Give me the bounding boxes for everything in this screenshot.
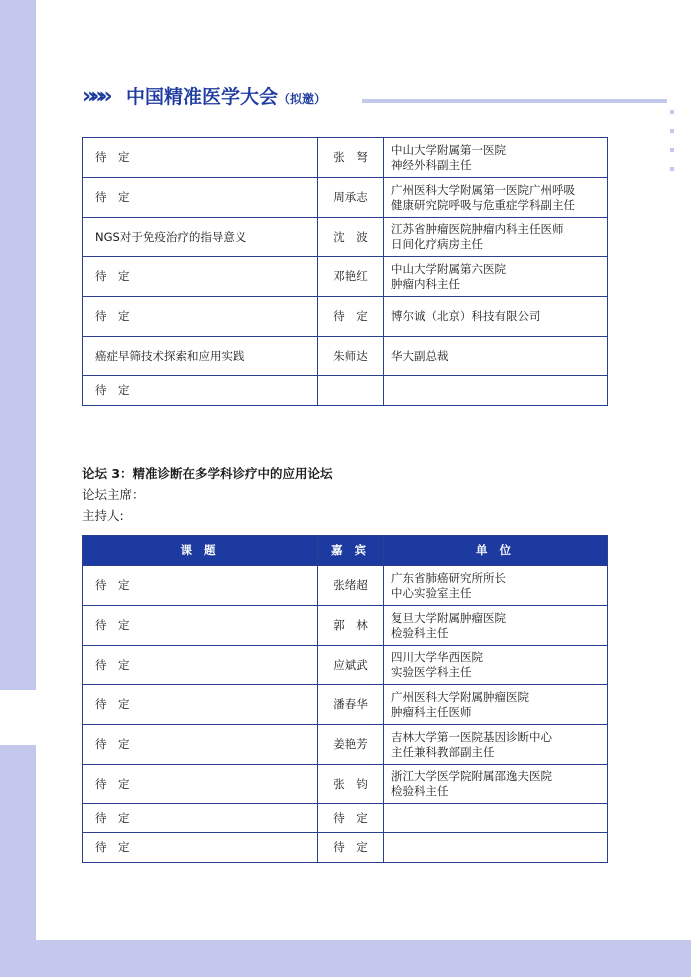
header-dots — [670, 99, 676, 175]
topic-cell: 待 定 — [83, 804, 318, 833]
guest-cell: 沈 波 — [318, 218, 384, 257]
chevron-right-icon: »»» — [82, 84, 107, 109]
unit-cell — [384, 566, 608, 606]
guest-cell: 应斌武 — [318, 646, 384, 685]
topic-cell: 待 定 — [83, 606, 318, 646]
guest-cell: 张 弩 — [318, 138, 384, 178]
left-decor-band-top — [0, 0, 36, 690]
unit-line-2: 肿瘤内科主任 — [391, 276, 460, 291]
unit-line-1: 华大副总裁 — [391, 348, 449, 363]
unit-cell — [384, 833, 608, 863]
unit-cell — [384, 685, 608, 725]
table-row — [83, 833, 608, 863]
table-row — [83, 218, 608, 257]
unit-line-1: 浙江大学医学院附属邵逸夫医院 — [391, 769, 552, 783]
unit-cell — [384, 606, 608, 646]
unit-line-1: 四川大学华西医院 — [391, 650, 483, 664]
guest-cell: 周承志 — [318, 178, 384, 218]
forum-chair-label: 论坛主席： — [82, 487, 145, 502]
unit-line-2: 检验科主任 — [391, 784, 449, 798]
header-rule — [362, 99, 667, 103]
schedule-table-2 — [82, 535, 608, 863]
topic-cell: 待 定 — [83, 138, 318, 178]
host-label: 主持人: — [82, 508, 124, 523]
unit-line-2: 健康研究院呼吸与危重症学科副主任 — [391, 197, 575, 212]
guest-cell — [318, 376, 384, 406]
unit-line-2: 中心实验室主任 — [391, 585, 472, 600]
topic-cell: 待 定 — [83, 833, 318, 863]
unit-line-2: 日间化疗病房主任 — [391, 237, 483, 251]
unit-line-2: 主任兼科教部副主任 — [391, 744, 495, 759]
header-topic: 课 题 — [83, 536, 318, 566]
guest-cell: 张绪超 — [318, 566, 384, 606]
table-row — [83, 138, 608, 178]
table-row — [83, 257, 608, 297]
unit-cell — [384, 257, 608, 297]
unit-cell — [384, 178, 608, 218]
table-row — [83, 725, 608, 765]
unit-cell — [384, 138, 608, 178]
table-row — [83, 685, 608, 725]
unit-line-1: 广州医科大学附属第一医院广州呼吸 — [391, 182, 575, 197]
title-main: 中国精准医学大会 — [126, 86, 279, 108]
unit-line-1: 广东省肺癌研究所所长 — [391, 570, 506, 585]
unit-cell — [384, 804, 608, 833]
unit-line-1: 复旦大学附属肿瘤医院 — [391, 610, 506, 625]
guest-cell: 待 定 — [318, 804, 384, 833]
topic-cell: 待 定 — [83, 566, 318, 606]
unit-cell — [384, 765, 608, 804]
unit-line-1: 中山大学附属第一医院 — [391, 142, 506, 157]
unit-line-1: 吉林大学第一医院基因诊断中心 — [391, 729, 552, 744]
topic-cell: 待 定 — [83, 376, 318, 406]
table-row — [83, 566, 608, 606]
topic-cell: 待 定 — [83, 685, 318, 725]
guest-cell: 郭 林 — [318, 606, 384, 646]
topic-cell: 待 定 — [83, 257, 318, 297]
topic-cell: 待 定 — [83, 178, 318, 218]
unit-line-1: 广州医科大学附属肿瘤医院 — [391, 689, 529, 704]
unit-line-2: 肿瘤科主任医师 — [391, 704, 472, 719]
guest-cell: 张 钧 — [318, 765, 384, 804]
topic-cell: 待 定 — [83, 297, 318, 337]
bottom-decor-band — [0, 940, 691, 977]
guest-cell: 姜艳芳 — [318, 725, 384, 765]
table-row — [83, 178, 608, 218]
guest-cell: 待 定 — [318, 833, 384, 863]
table-row — [83, 804, 608, 833]
unit-line-1: 博尔诚（北京）科技有限公司 — [391, 309, 541, 323]
table-row — [83, 337, 608, 376]
header-unit: 单 位 — [384, 536, 608, 566]
table-row — [83, 297, 608, 337]
unit-cell — [384, 646, 608, 685]
unit-cell — [384, 337, 608, 376]
page-header — [82, 82, 610, 112]
unit-cell — [384, 376, 608, 406]
unit-line-1: 中山大学附属第六医院 — [391, 261, 506, 276]
topic-cell: 待 定 — [83, 725, 318, 765]
unit-cell — [384, 725, 608, 765]
unit-line-2: 神经外科副主任 — [391, 157, 472, 172]
unit-cell — [384, 218, 608, 257]
title-sub: （拟邀） — [278, 92, 327, 106]
guest-cell: 朱师达 — [318, 337, 384, 376]
unit-line-2: 检验科主任 — [391, 625, 449, 640]
header-guest: 嘉 宾 — [318, 536, 384, 566]
unit-line-2: 实验医学科主任 — [391, 665, 472, 679]
schedule-table-1 — [82, 137, 608, 406]
topic-cell: 癌症早筛技术探索和应用实践 — [83, 337, 318, 376]
topic-cell: NGS对于免疫治疗的指导意义 — [83, 218, 318, 257]
unit-cell — [384, 297, 608, 337]
table-row — [83, 376, 608, 406]
table-row — [83, 606, 608, 646]
table-header-row — [83, 536, 608, 566]
page-title — [126, 84, 326, 112]
table-row — [83, 765, 608, 804]
topic-cell: 待 定 — [83, 765, 318, 804]
table-row — [83, 646, 608, 685]
guest-cell: 待 定 — [318, 297, 384, 337]
guest-cell: 邓艳红 — [318, 257, 384, 297]
topic-cell: 待 定 — [83, 646, 318, 685]
guest-cell: 潘春华 — [318, 685, 384, 725]
forum3-title: 论坛 3：精准诊断在多学科诊疗中的应用论坛 — [82, 466, 333, 481]
unit-line-1: 江苏省肿瘤医院肿瘤内科主任医师 — [391, 222, 564, 236]
